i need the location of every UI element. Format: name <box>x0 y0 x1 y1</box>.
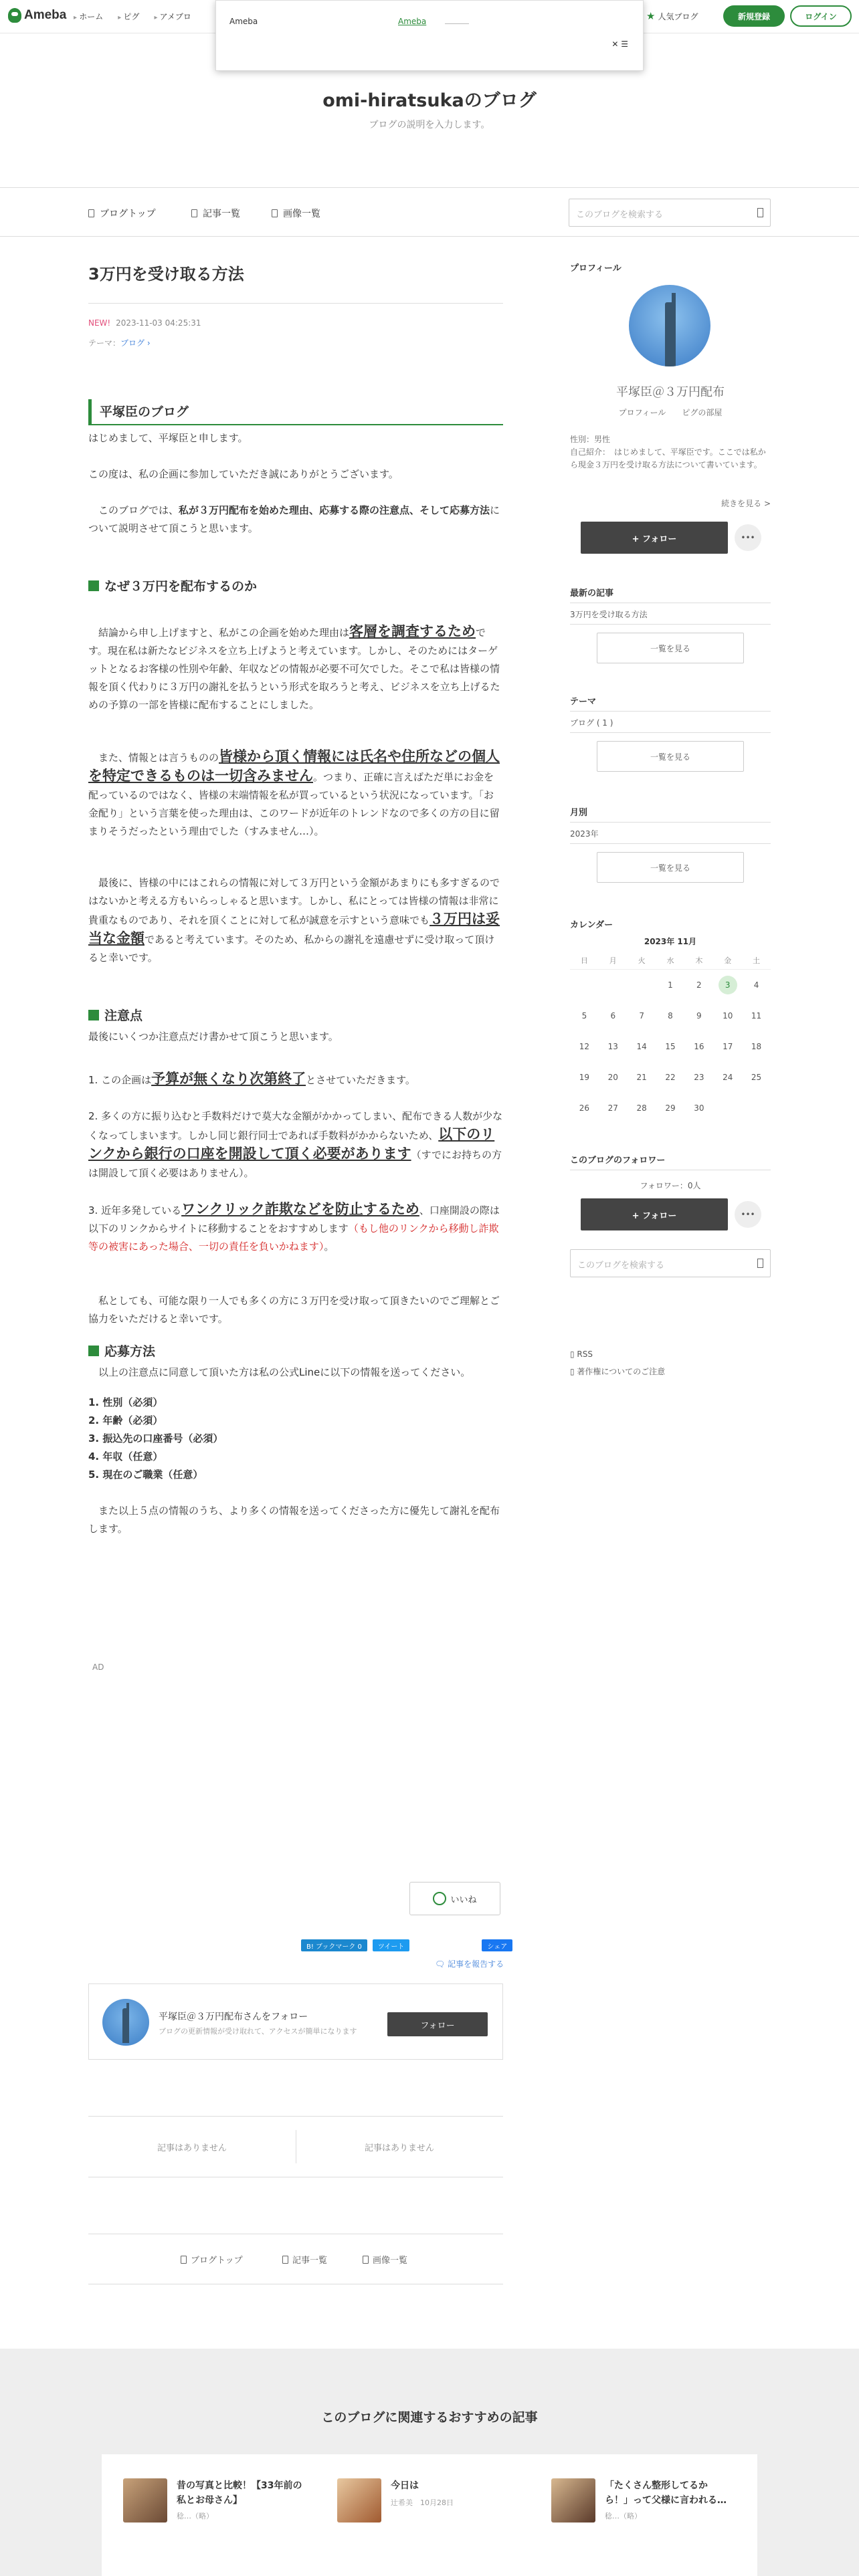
smile-icon <box>433 1892 446 1905</box>
section-heading-notes <box>88 1006 503 1024</box>
note1-emphasis: 予算が無くなり次第終了 <box>151 1071 306 1087</box>
global-nav <box>74 11 191 22</box>
article-theme <box>88 337 503 348</box>
sidebar <box>570 261 771 1376</box>
why1-emphasis: 客層を調査するため <box>349 623 476 639</box>
why3-c: であると考えています。そのため、私からの謝礼を遠慮せずに受け取って頂けると幸いです。 <box>88 934 495 964</box>
nav-entry-list-label: 記事一覧 <box>203 209 240 219</box>
calendar-day: 12 <box>579 1042 590 1051</box>
why2-a: また、情報とは言うものの <box>88 752 219 764</box>
facebook-share-button[interactable]: シェア <box>482 1939 512 1951</box>
calendar-day-with-entry[interactable]: 3 <box>719 976 737 994</box>
recommended-item-title <box>605 2478 727 2508</box>
overlay-link[interactable]: Ameba <box>398 17 427 26</box>
nav-blog-top-label: ブログトップ <box>100 209 156 219</box>
calendar-day: 23 <box>694 1073 704 1082</box>
paragraph-why-3 <box>88 874 503 967</box>
like-button[interactable] <box>409 1882 500 1915</box>
profile-intro: 自己紹介： はじめまして、平塚臣です。ここでは私から現金３万円を受け取る方法について書いています。 <box>570 447 766 469</box>
why3-a: 最後に、皆様の中にはこれらの情報に対して３万円という金額があまりにも多すぎるのではないかと考える方もいらっしゃると思います。しかし、私にとっては皆様の情報は非常に貴重なものであり、それを頂くことに対して私が誠意を示すという意味でも <box>88 877 500 926</box>
latest-entry-link[interactable]: 3万円を受け取る方法 <box>570 609 771 625</box>
hatena-bookmark-button[interactable]: B! ブックマーク 0 <box>301 1939 367 1951</box>
rec-title-line: 「たくさん整形してるか <box>605 2480 708 2491</box>
document-icon: ▯ <box>570 1367 577 1376</box>
paragraph-notes-intro: 最後にいくつか注意点だけ書かせて頂こうと思います。 <box>88 1031 339 1043</box>
follow-card-name: 平塚臣＠３万円配布さんをフォロー <box>159 2012 308 2022</box>
report-article-link[interactable] <box>435 1958 504 1969</box>
theme-heading: テーマ <box>570 697 597 707</box>
calendar-day: 29 <box>665 1103 676 1113</box>
note3-a: 3. 近年多発している <box>88 1204 182 1216</box>
article-meta <box>88 318 503 328</box>
calendar-day: 5 <box>581 1011 587 1021</box>
calendar-day: 27 <box>607 1103 618 1113</box>
calendar-day: 21 <box>636 1073 647 1082</box>
bottom-nav-blog-top-label: ブログトップ <box>191 2256 243 2266</box>
share-row <box>301 1939 512 1951</box>
paragraph-apply-intro: 以上の注意点に同意して頂いた方は私の公式Lineに以下の情報を送ってください。 <box>88 1366 471 1378</box>
gnav-home[interactable]: ▸ ホーム <box>74 11 103 22</box>
paragraph-greeting: はじめまして、平塚臣と申します。 <box>88 432 248 444</box>
overlay-close-icon[interactable]: ✕ ☰ <box>611 39 628 49</box>
why1-a: 結論から申し上げますと、私がこの企画を始めた理由は <box>88 627 350 639</box>
note2-emphasis: 以下のリンクから銀行の口座を開設して頂く必要があります <box>88 1126 495 1162</box>
gnav-pigg[interactable]: ▸ ピグ <box>118 11 139 22</box>
calendar-day: 18 <box>751 1042 762 1051</box>
nav-entry-list[interactable] <box>191 207 240 220</box>
section-heading-notes-text: 注意点 <box>104 1008 143 1023</box>
blog-nav <box>0 187 859 237</box>
sidebar-footer-links <box>570 1346 665 1380</box>
rss-label: RSS <box>577 1350 593 1359</box>
document-icon <box>181 2256 187 2264</box>
overview-text-bold: 私が３万円配布を始めた理由、応募する際の注意点、そして応募方法 <box>179 504 490 516</box>
ad-overlay <box>215 0 644 71</box>
calendar-day: 19 <box>579 1073 590 1082</box>
heading-square-icon <box>88 580 99 591</box>
more-options-icon[interactable]: ••• <box>735 1201 761 1228</box>
calendar-month: 2023年 11月 <box>644 937 697 946</box>
section-heading-why <box>88 576 503 595</box>
gnav-ameblo[interactable]: ▸ アメブロ <box>154 11 191 22</box>
theme-link[interactable]: ブログ <box>120 338 145 348</box>
bottom-nav-entry-list[interactable] <box>282 2253 327 2266</box>
calendar-weekday: 金 <box>713 955 742 970</box>
theme-section <box>570 694 771 772</box>
monthly-heading: 月別 <box>570 808 588 818</box>
sidebar-search-input[interactable] <box>570 1249 771 1277</box>
calendar-day: 13 <box>607 1042 618 1051</box>
profile-more-link[interactable]: 続きを見る > <box>721 499 771 508</box>
rec-title-line: 昔の写真と比較！【33年前の <box>177 2480 302 2491</box>
overview-text-a: このブログでは、 <box>88 504 179 516</box>
calendar-day: 22 <box>665 1073 676 1082</box>
overview-text-c: について説明させて頂こうと思います。 <box>88 504 500 534</box>
rss-icon: ▯ <box>570 1350 577 1359</box>
profile-info <box>570 433 771 471</box>
calendar-day: 4 <box>753 980 759 990</box>
sidebar-follow-button[interactable]: + フォロー <box>581 522 728 554</box>
star-icon: ★ <box>646 10 656 22</box>
apply-list-item: 2. 年齢（必須） <box>88 1414 163 1426</box>
list-icon <box>282 2256 288 2264</box>
note3-emphasis: ワンクリック詐欺などを防止するため <box>181 1201 419 1217</box>
chevron-right-icon: › <box>145 338 151 348</box>
bottom-nav-image-list[interactable] <box>363 2253 407 2266</box>
apply-list <box>88 1394 503 1484</box>
theme-see-list-button[interactable]: 一覧を見る <box>597 741 744 772</box>
follow-card <box>88 1983 503 2060</box>
article-title[interactable]: 3万円を受け取る方法 <box>88 261 503 304</box>
follower-count: フォロワー：0人 <box>640 1181 701 1190</box>
bottom-nav-blog-top[interactable] <box>181 2253 243 2266</box>
divider <box>570 822 771 823</box>
note2-c: （すでにお持ちの方は開設して頂く必要はありません）。 <box>88 1149 502 1179</box>
calendar-day: 17 <box>723 1042 733 1051</box>
logo-text: Ameba <box>24 8 67 22</box>
calendar-day: 6 <box>610 1011 616 1021</box>
apply-list-item: 4. 年収（任意） <box>88 1451 163 1463</box>
calendar-day: 14 <box>636 1042 647 1051</box>
calendar-day: 15 <box>665 1042 676 1051</box>
nav-image-list[interactable] <box>272 207 320 220</box>
calendar-day: 8 <box>668 1011 673 1021</box>
follow-card-description: ブログの更新情報が受け取れて、アクセスが簡単になります <box>159 2027 357 2036</box>
recommended-list <box>102 2454 757 2576</box>
note1-c: とさせていただきます。 <box>306 1074 415 1086</box>
rec-title-line: 私とお母さん】 <box>177 2495 242 2506</box>
calendar-weekday: 土 <box>742 955 771 970</box>
overlay-label: Ameba <box>229 17 258 26</box>
calendar-weekday: 火 <box>628 955 656 970</box>
recommended-title: このブログに関連するおすすめの記事 <box>321 2410 538 2425</box>
calendar-grid <box>570 955 771 1123</box>
avatar[interactable] <box>102 1999 149 2046</box>
latest-see-list-button[interactable]: 一覧を見る <box>597 633 744 663</box>
follow-button[interactable]: フォロー <box>387 2012 488 2036</box>
bottom-blog-nav <box>88 2234 503 2284</box>
calendar-heading: カレンダー <box>570 920 613 930</box>
nav-blog-top[interactable] <box>88 207 156 220</box>
followers-section <box>570 1153 771 1191</box>
popular-blog-label: 人気ブログ <box>658 11 698 21</box>
profile-links[interactable]: プロフィール ピグの部屋 <box>618 408 723 417</box>
paragraph-overview <box>88 502 503 538</box>
statue-arm-icon <box>672 293 676 310</box>
ameba-logo[interactable] <box>8 8 66 23</box>
like-label: いいね <box>450 1895 477 1905</box>
monthly-see-list-button[interactable]: 一覧を見る <box>597 852 744 883</box>
ameba-logo-icon <box>8 8 21 23</box>
bottom-nav-image-list-label: 画像一覧 <box>373 2256 408 2266</box>
calendar-weekday: 木 <box>684 955 713 970</box>
search-icon[interactable] <box>757 208 763 217</box>
latest-entries <box>570 586 771 663</box>
prev-entry: 記事はありません <box>157 2143 227 2153</box>
monthly-section <box>570 805 771 883</box>
divider <box>570 711 771 712</box>
report-label: 記事を報告する <box>448 1959 504 1969</box>
rss-link[interactable] <box>570 1346 665 1363</box>
calendar-day: 28 <box>636 1103 647 1113</box>
section-heading-why-text: なぜ３万円を配布するのか <box>104 579 258 594</box>
calendar-day: 11 <box>751 1011 762 1021</box>
note-3 <box>88 1200 503 1256</box>
profile-heading: プロフィール <box>570 263 622 274</box>
recommended-thumbnail <box>123 2478 167 2523</box>
list-icon <box>191 209 197 217</box>
blog-description: ブログの説明を入力します。 <box>369 120 490 130</box>
profile-avatar[interactable] <box>629 285 710 366</box>
copyright-label: 著作権についてのご注意 <box>577 1367 666 1376</box>
recommended-item[interactable] <box>551 2478 752 2525</box>
calendar-day: 9 <box>696 1011 702 1021</box>
search-icon[interactable] <box>757 1259 763 1268</box>
calendar-day: 10 <box>723 1011 733 1021</box>
ad-label: AD <box>92 1662 104 1672</box>
apply-list-item: 5. 現在のご職業（任意） <box>88 1469 203 1481</box>
statue-of-liberty-icon <box>665 302 676 366</box>
recommended-item-title <box>177 2478 302 2508</box>
blog-title[interactable]: omi-hiratsukaのブログ <box>322 90 537 111</box>
section-heading-intro: 平塚臣のブログ <box>88 399 503 425</box>
recommended-item-meta: 稔…（略） <box>605 2512 642 2520</box>
theme-link-blog[interactable]: ブログ ( 1 ) <box>570 717 771 733</box>
recommended-item[interactable] <box>337 2478 538 2525</box>
rec-title-line: ら！」って父様に言われる… <box>605 2495 727 2506</box>
why3-emphasis: ３万円は妥当な金額 <box>88 911 500 946</box>
recommended-item[interactable] <box>123 2478 324 2525</box>
note2-a: 2. 多くの方に振り込むと手数料だけで莫大な金額がかかってしまい、配布できる人数が少なくなってしまいます。しかし同じ銀行同士であれば手数料がかからないため、 <box>88 1110 503 1142</box>
note1-a: 1. この企画は <box>88 1074 152 1086</box>
calendar-day: 16 <box>694 1042 704 1051</box>
blog-search-placeholder: このブログを検索する <box>576 210 664 220</box>
calendar-day: 20 <box>607 1073 618 1082</box>
new-badge: NEW! <box>88 318 111 328</box>
calendar-day: 24 <box>723 1073 733 1082</box>
paragraph-notes-closing: 私としても、可能な限り一人でも多くの方に３万円を受け取って頂きたいのでご理解とご協力をいただけると幸いです。 <box>88 1295 500 1325</box>
note3-warning: （もし他のリンクから移動し詐欺等の被害にあった場合、一切の責任を負いかねます） <box>88 1222 499 1253</box>
bottom-nav-entry-list-label: 記事一覧 <box>292 2256 328 2266</box>
latest-entries-heading: 最新の記事 <box>570 588 614 599</box>
prev-next-nav <box>88 2116 503 2177</box>
sidebar-search-placeholder: このブログを検索する <box>577 1261 665 1271</box>
calendar-weekday: 日 <box>570 955 599 970</box>
image-icon <box>272 209 278 217</box>
paragraph-why-2 <box>88 748 503 841</box>
recommended-item-meta: 稔…（略） <box>177 2512 213 2520</box>
note-2 <box>88 1107 503 1182</box>
login-button[interactable]: ログイン <box>790 5 852 27</box>
popular-blog-link[interactable] <box>646 10 698 22</box>
paragraph-thanks: この度は、私の企画に参加していただき誠にありがとうございます。 <box>88 468 399 480</box>
tweet-button[interactable]: ツイート <box>373 1939 410 1951</box>
why2-c: 。つまり、正確に言えばただ単にお金を配っているのではなく、皆様の末端情報を私が買っているという状況になっています。「お金配り」という言葉を使った理由は、このワードが近年のトレンドなので多くの方の目に留まりそうだったという理由でした（すみません…）。 <box>88 771 500 837</box>
calendar-day: 1 <box>668 980 673 990</box>
nav-image-list-label: 画像一覧 <box>283 209 320 219</box>
recommended-articles <box>0 2349 859 2576</box>
calendar-weekday: 水 <box>656 955 685 970</box>
recommended-item-title <box>391 2478 419 2493</box>
calendar-day: 7 <box>639 1011 644 1021</box>
article-date: 2023-11-03 04:25:31 <box>116 318 201 328</box>
apply-list-item: 1. 性別（必須） <box>88 1396 163 1408</box>
profile-gender: 性別：男性 <box>570 435 611 444</box>
why1-c: です。現在私は新たなビジネスを立ち上げようと考えています。しかし、そのためにはターゲットとなるお客様の性別や年齢、年収などの情報が必要不可欠でした。そこで私は皆様の情報を頂く代わりに３万円の謝礼を払うという形式を取ろうと考え、ビジネスを立ち上げるための予算の一部を皆様に配布することにしました。 <box>88 627 500 711</box>
paragraph-why-1 <box>88 623 503 714</box>
profile-name[interactable]: 平塚臣＠３万円配布 <box>616 385 725 399</box>
followers-heading: このブログのフォロワー <box>570 1156 666 1166</box>
calendar-empty-cell <box>628 970 656 1000</box>
statue-arm-icon <box>126 2003 129 2014</box>
calendar-day: 26 <box>579 1103 590 1113</box>
calendar-day: 25 <box>751 1073 762 1082</box>
document-icon <box>88 209 94 217</box>
heading-square-icon <box>88 1010 99 1021</box>
section-heading-apply-text: 応募方法 <box>104 1344 156 1359</box>
image-icon <box>363 2256 369 2264</box>
calendar-day[interactable] <box>713 970 742 1000</box>
calendar-weekday: 月 <box>599 955 628 970</box>
note-1 <box>88 1070 503 1089</box>
blog-search-input[interactable] <box>569 199 771 227</box>
article <box>88 261 503 1538</box>
more-options-icon[interactable]: ••• <box>735 524 761 551</box>
section-heading-apply <box>88 1341 503 1360</box>
calendar-empty-cell <box>599 970 628 1000</box>
overlay-underline <box>445 23 469 24</box>
calendar-empty-cell <box>570 970 599 1000</box>
recommended-item-meta: 辻希美 10月28日 <box>391 2498 454 2507</box>
heading-square-icon <box>88 1346 99 1356</box>
signup-button[interactable]: 新規登録 <box>723 5 785 27</box>
calendar-section <box>570 918 771 1123</box>
calendar-day: 2 <box>696 980 702 990</box>
theme-label: テーマ： <box>88 338 121 348</box>
note3-e: 。 <box>324 1241 335 1253</box>
recommended-thumbnail <box>551 2478 595 2523</box>
recommended-thumbnail <box>337 2478 381 2523</box>
next-entry: 記事はありません <box>364 2143 434 2153</box>
calendar-day: 30 <box>694 1103 704 1113</box>
monthly-link[interactable]: 2023年 <box>570 828 771 844</box>
note3-c: 、口座開設の際は以下のリンクからサイトに移動することをおすすめします <box>88 1204 500 1235</box>
apply-list-item: 3. 振込先の口座番号（必須） <box>88 1432 223 1444</box>
copyright-link[interactable] <box>570 1363 665 1380</box>
why2-emphasis: 皆様から頂く情報には氏名や住所などの個人を特定できるものは一切含みません <box>88 748 500 784</box>
paragraph-apply-closing: また以上５点の情報のうち、より多くの情報を送ってくださった方に優先して謝礼を配布します。 <box>88 1505 500 1535</box>
sidebar-follow-button-2[interactable]: + フォロー <box>581 1198 728 1230</box>
rec-title-line: 今日は <box>391 2480 419 2491</box>
speech-bubble-icon: 🗨 <box>435 1959 448 1969</box>
